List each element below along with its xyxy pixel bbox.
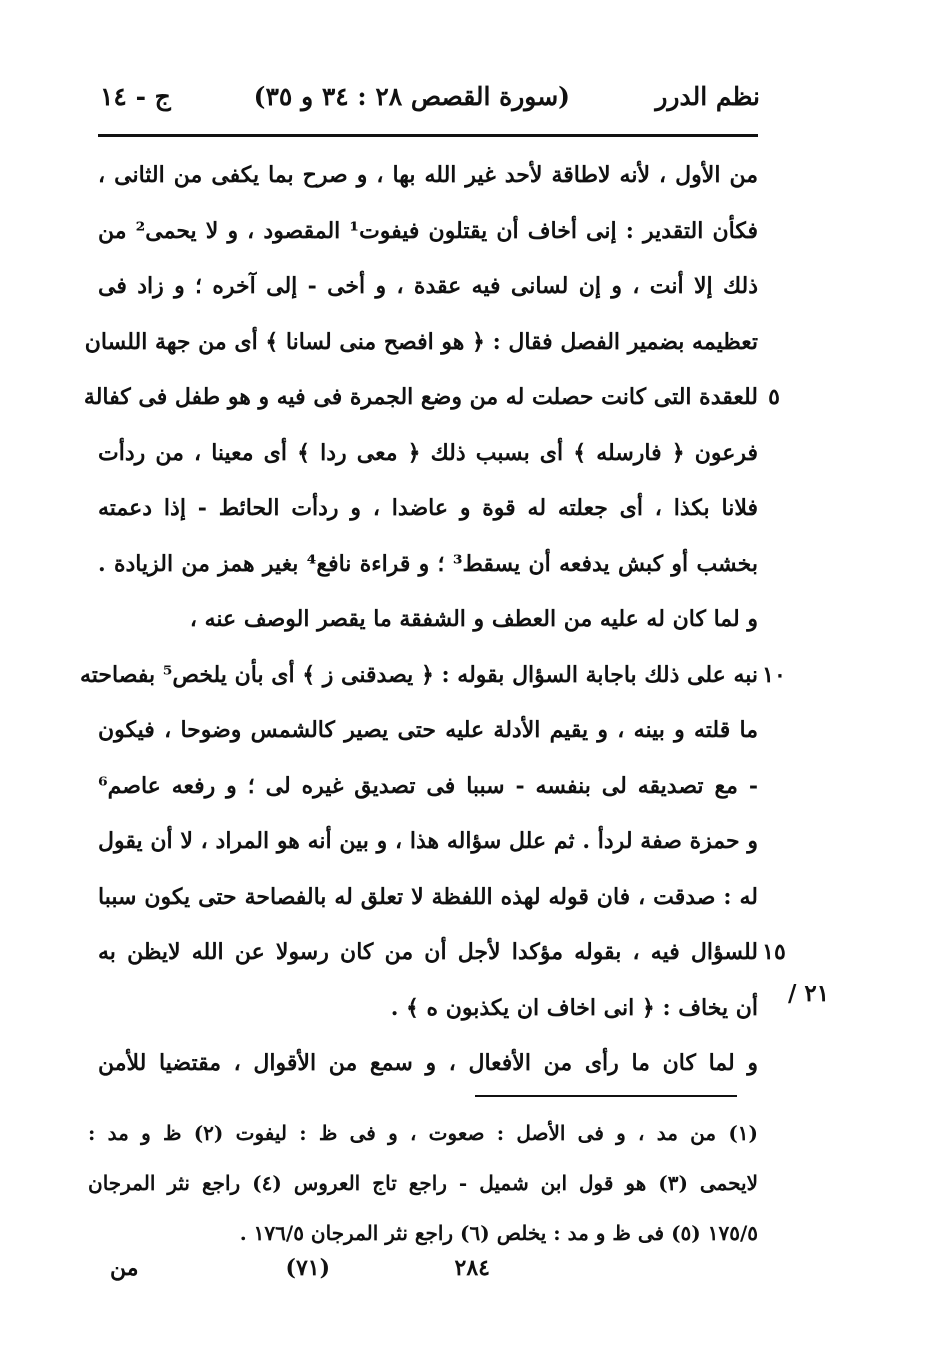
main-text [80,148,758,1092]
signature-mark: (٧١) [285,1255,330,1281]
footnote-rule [475,1095,737,1097]
text-line: ذلك إلا أنت ، و إن لسانى فيه عقدة ، و أخى - إلى آخره ؛ و زاد فى [98,273,758,299]
text-line: من الأول ، لأنه لاطاقة لأحد غير الله بها ، و صرح بما يكفى من الثانى ، [98,162,758,188]
text-line: للسؤال فيه ، بقوله مؤكدا لأجل أن من كان رسولا عن الله لايظن به [98,939,758,965]
catchword: من [110,1255,139,1281]
text-line: فكأن التقدير : إنى أخاف أن يقتلون فيفوت¹ المقصود ، و لا يحمى² من [98,217,758,244]
page-number: ٢٨٤ [454,1255,490,1281]
page-footer [110,1255,650,1295]
surah-reference: (سورة القصص ٢٨ : ٣٤ و ٣٥) [253,82,570,111]
book-title: نظم الدرر [655,82,760,111]
text-line: للعقدة التى كانت حصلت له من وضع الجمرة فى فيه و هو طفل فى كفالة [83,384,758,410]
text-line: - مع تصديقه لى بنفسه - سببا فى تصديق غيره لى ؛ و رفعه عاصم⁶ [98,772,758,799]
text-line: ما قلته و بينه ، و يقيم الأدلة عليه حتى يصير كالشمس وضوحا ، فيكون [98,717,758,743]
text-line: و حمزة صفة لردأ . ثم علل سؤاله هذا ، و بين أنه هو المراد ، لا أن يقول [98,828,758,854]
text-line: بخشب أو كبش يدفعه أن يسقط³ ؛ و قراءة نافع⁴ بغير همز من الزيادة . [98,550,758,577]
text-line: له : صدقت ، فان قوله لهذه اللفظة لا تعلق له بالفصاحة حتى يكون سببا [98,883,758,910]
text-line: تعظيمه بضمير الفصل فقال : ﴿ هو افصح منى لسانا ﴾ أى من جهة اللسان [84,328,758,355]
line-number-15: ١٥ [762,939,786,965]
text-line: فلانا بكذا ، أى جعلته له قوة و عاضدا ، و ردأت الحائط - إذا دعمته [98,495,758,521]
footnotes [88,1108,758,1258]
volume-label: ج - ١٤ [100,82,171,111]
text-line: فرعون ﴿ فارسله ﴾ أى بسبب ذلك ﴿ معى ردا ﴾ أى معينا ، من ردأت [98,439,758,466]
text-line: نبه على ذلك باجابة السؤال بقوله : ﴿ يصدقنى ز ﴾ أى بأن يلخص⁵ بفصاحته [80,661,758,688]
line-number-10: ١٠ [762,662,786,688]
text-line: و لما كان له عليه من العطف و الشفقة ما يقصر الوصف عنه ، [189,606,758,632]
text-line: و لما كان ما رأى من الأفعال ، و سمع من الأقوال ، مقتضيا للأمن [98,1050,758,1076]
running-header [100,82,760,126]
footnote-line: لايحمى (٣) هو قول ابن شميل - راجع تاج العروس (٤) راجع نثر المرجان [88,1171,759,1195]
header-rule [98,134,758,137]
footnote-line: ١٧٥/٥ (٥) فى ظ و مد : يخلص (٦) راجع نثر المرجان ١٧٦/٥ . [239,1221,758,1245]
line-number-5: ٥ [768,384,780,410]
text-line: أن يخاف : ﴿ انى اخاف ان يكذبون ه ﴾ . [390,994,758,1021]
footnote-line: (١) من مد ، و فى الأصل : صعوت ، و فى ظ : ليفوت (٢) ظ و مد : [88,1121,759,1145]
manuscript-folio-note: ٢١ / [788,980,830,1007]
